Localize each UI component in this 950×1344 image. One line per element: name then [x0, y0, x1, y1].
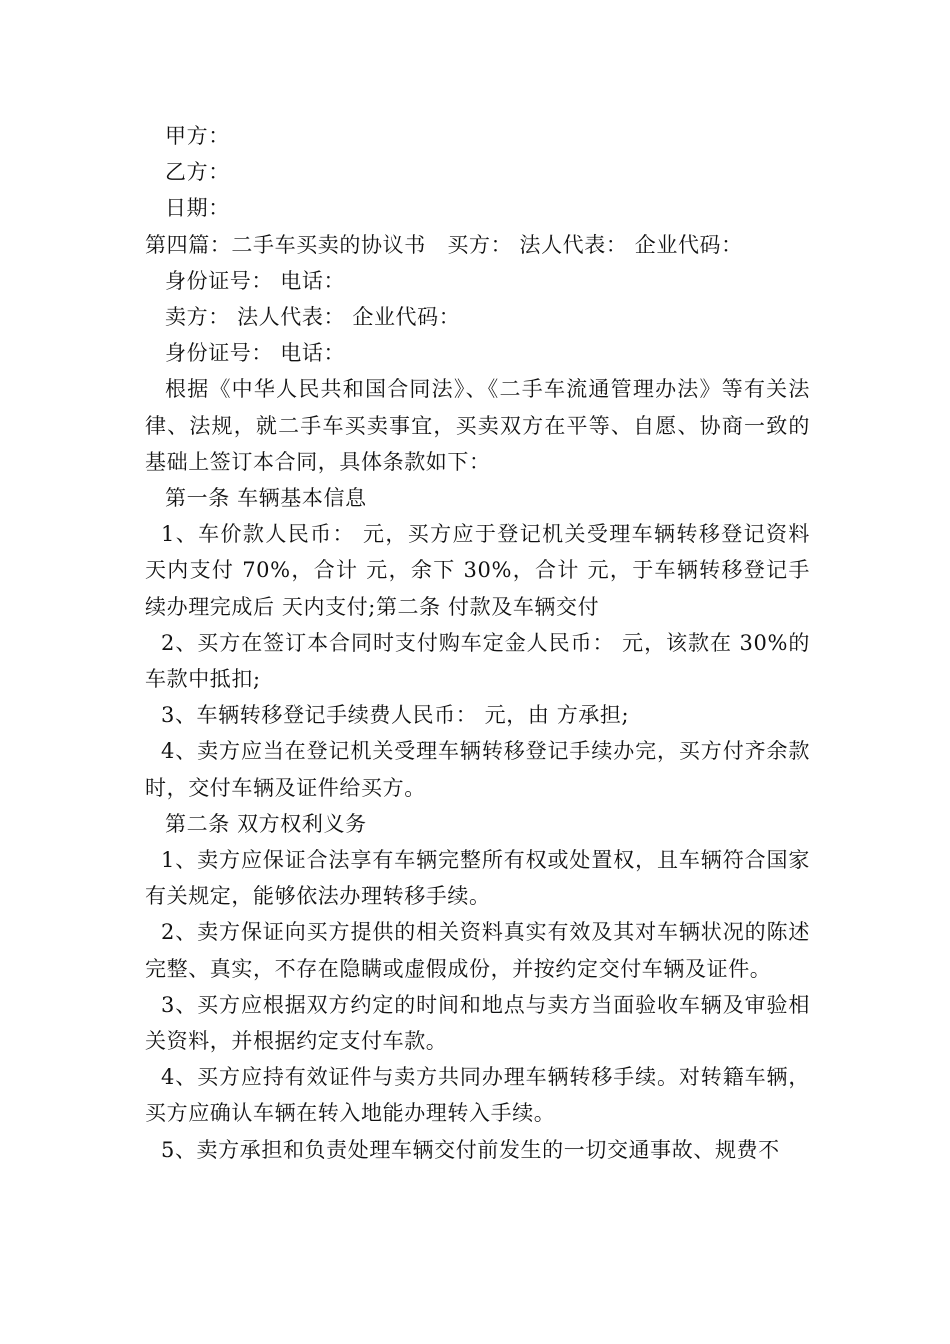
date-line: 日期： — [165, 196, 230, 221]
article-2-item-3: 3、买方应根据双方约定的时间和地点与卖方当面验收车辆及审验相关资料，并根据约定支付车款。 — [145, 992, 810, 1054]
article-2-item-1: 1、卖方应保证合法享有车辆完整所有权或处置权，且车辆符合国家有关规定，能够依法办理转移手续。 — [145, 848, 810, 909]
seller-id-phone-line: 身份证号： 电话： — [165, 341, 346, 366]
article-2-item-5: 5、卖方承担和负责处理车辆交付前发生的一切交通事故、规费不 — [161, 1137, 780, 1162]
article-2-title: 第二条 双方权利义务 — [165, 811, 367, 836]
article-1-item-1: 1、车价款人民币： 元，买方应于登记机关受理车辆转移登记资料 天内支付 70%，合计 元，余下 30%，合计 元，于车辆转移登记手续办理完成后 天内支付;第二条 付款及车辆交付 — [145, 522, 810, 619]
article-1-item-3: 3、车辆转移登记手续费人民币： 元，由 方承担; — [161, 703, 630, 728]
article-1-title: 第一条 车辆基本信息 — [165, 486, 367, 511]
article-2-item-2: 2、卖方保证向买方提供的相关资料真实有效及其对车辆状况的陈述完整、真实，不存在隐瞒或虚假成份，并按约定交付车辆及证件。 — [145, 920, 810, 981]
party-a-line: 甲方： — [165, 124, 230, 148]
chapter-four-heading: 第四篇：二手车买卖的协议书 买方： 法人代表： 企业代码： — [145, 232, 743, 257]
article-2-item-4: 4、买方应持有效证件与卖方共同办理车辆转移手续。对转籍车辆，买方应确认车辆在转入地能办理转入手续。 — [145, 1065, 810, 1126]
article-1-item-2: 2、买方在签订本合同时支付购车定金人民币： 元，该款在 30%的车款中抵扣; — [145, 630, 810, 692]
buyer-id-phone-line: 身份证号： 电话： — [165, 268, 346, 293]
article-1-item-4: 4、卖方应当在登记机关受理车辆转移登记手续办完，买方付齐余款时，交付车辆及证件给买方。 — [145, 739, 810, 800]
preamble-paragraph: 根据《中华人民共和国合同法》、《二手车流通管理办法》等有关法律、法规，就二手车买卖事宜，买卖双方在平等、自愿、协商一致的基础上签订本合同，具体条款如下： — [145, 377, 810, 474]
document-body — [145, 118, 810, 1168]
seller-info-line: 卖方： 法人代表： 企业代码： — [165, 305, 461, 330]
party-b-line: 乙方： — [165, 160, 230, 185]
